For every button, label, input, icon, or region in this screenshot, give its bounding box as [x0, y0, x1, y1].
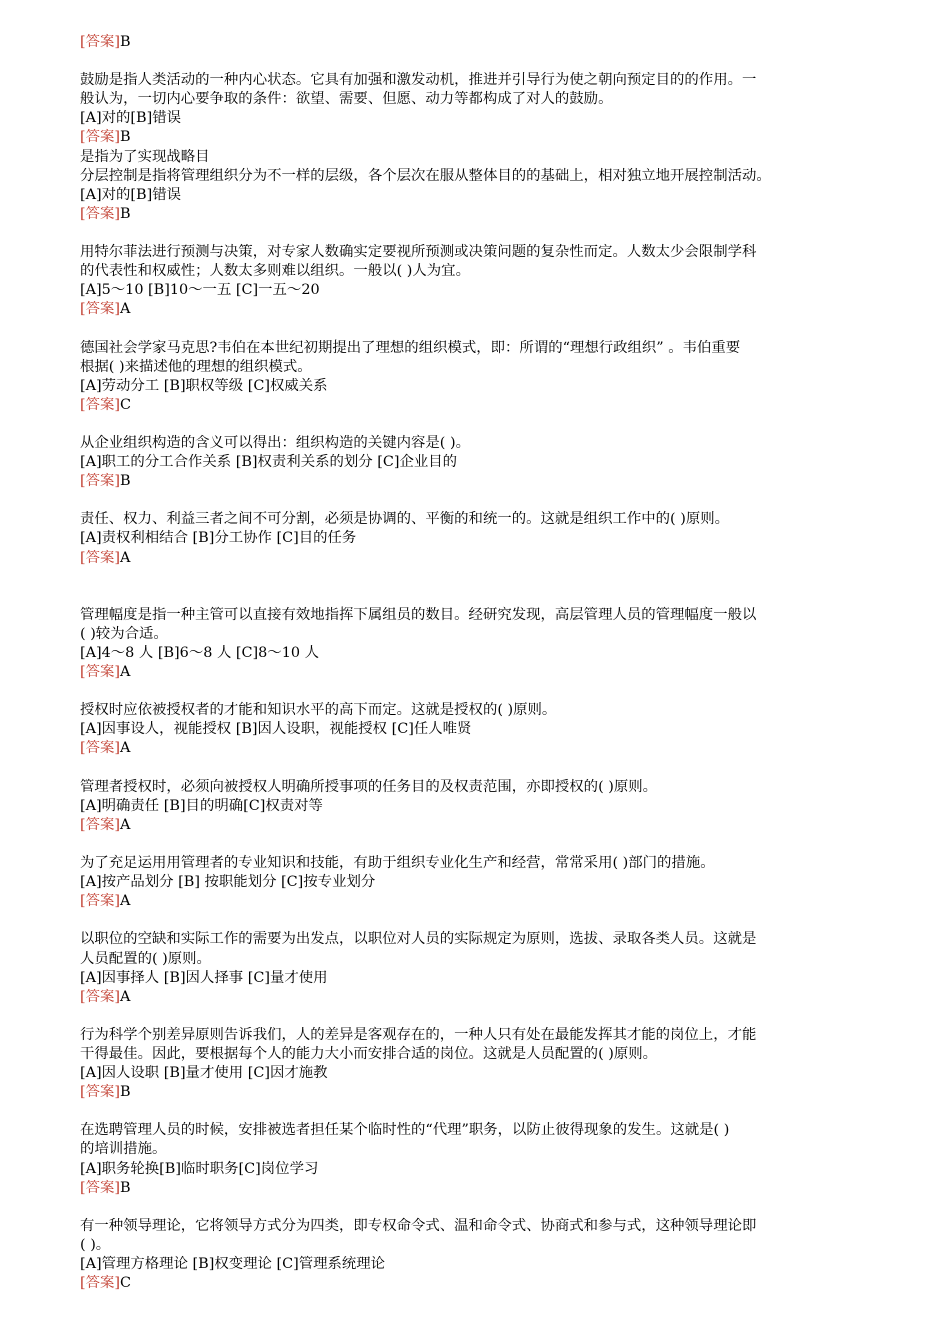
spacer — [80, 568, 880, 606]
question-text-line: 的代表性和权威性；人数太多则难以组织。一般以( )人为宜。 — [80, 263, 470, 280]
answer-value: A — [120, 549, 131, 566]
document-page — [80, 33, 880, 1293]
question-text-line: 人员配置的( )原则。 — [80, 950, 211, 967]
spacer — [80, 52, 880, 71]
answer-value: C — [120, 1275, 132, 1292]
answer-line — [80, 549, 880, 568]
question-block — [80, 930, 880, 1006]
question-block — [80, 148, 880, 224]
answer-label: [答案] — [80, 740, 121, 757]
question-block — [80, 71, 880, 147]
answer-label: [答案] — [80, 301, 121, 318]
options-line: [A]按产品划分 [B] 按职能划分 [C]按专业划分 — [80, 874, 376, 891]
question-block — [80, 1217, 880, 1293]
answer-label: [答案] — [80, 1275, 121, 1292]
options-line: [A]对的[B]错误 — [80, 186, 181, 203]
spacer — [80, 415, 880, 434]
options-line: [A]4～8 人 [B]6～8 人 [C]8～10 人 — [80, 645, 319, 661]
answer-line — [80, 1083, 880, 1102]
answer-value: C — [120, 396, 132, 413]
options-line: [A]因人设职 [B]量才使用 [C]因才施教 — [80, 1065, 328, 1082]
answer-label: [答案] — [80, 129, 121, 146]
answer-value: A — [120, 816, 131, 833]
question-block — [80, 510, 880, 567]
question-text-line: 以职位的空缺和实际工作的需要为出发点，以职位对人员的实际规定为原则，选拔、录取各类人员。这就是 — [80, 931, 757, 948]
question-text-line: 般认为，一切内心要争取的条件：欲望、需要、但愿、动力等都构成了对人的鼓励。 — [80, 91, 613, 108]
question-text-line: 管理幅度是指一种主管可以直接有效地指挥下属组员的数目。经研究发现，高层管理人员的管理幅度一般以 — [80, 606, 757, 623]
spacer — [80, 835, 880, 854]
answer-line — [80, 396, 880, 415]
question-block — [80, 434, 880, 491]
answer-value: A — [120, 893, 131, 910]
answer-line — [80, 739, 880, 758]
question-text-line: 为了充足运用用管理者的专业知识和技能，有助于组织专业化生产和经营，常常采用( )部门的措施。 — [80, 855, 715, 872]
question-text-line: 有一种领导理论，它将领导方式分为四类，即专权命令式、温和命令式、协商式和参与式，这种领导理论即 — [80, 1217, 757, 1234]
answer-line — [80, 1274, 880, 1293]
answer-label: [答案] — [80, 473, 121, 490]
answer-value: B — [120, 34, 131, 50]
answer-value: A — [120, 740, 131, 757]
answer-label: [答案] — [80, 549, 121, 566]
answer-line — [80, 816, 880, 835]
answer-line — [80, 892, 880, 911]
question-text-line: 从企业组织构造的含义可以得出：组织构造的关键内容是( )。 — [80, 434, 470, 451]
spacer — [80, 759, 880, 778]
spacer — [80, 911, 880, 930]
question-text-line: 授权时应依被授权者的才能和知识水平的高下而定。这就是授权的( )原则。 — [80, 702, 557, 719]
answer-label: [答案] — [80, 893, 121, 910]
answer-label: [答案] — [80, 664, 121, 681]
options-line: [A]对的[B]错误 — [80, 110, 181, 127]
answer-line — [80, 988, 880, 1007]
question-text-line: 用特尔菲法进行预测与决策，对专家人数确实定要视所预测或决策问题的复杂性而定。人数太少会限制学科 — [80, 244, 757, 261]
question-text-line: 鼓励是指人类活动的一种内心状态。它具有加强和激发动机，推进并引导行为使之朝向预定目的的作用。一 — [80, 72, 757, 89]
question-text-line: 干得最佳。因此，要根据每个人的能力大小而安排合适的岗位。这就是人员配置的( )原则。 — [80, 1045, 658, 1062]
options-line: [A]因事设人，视能授权 [B]因人设职，视能授权 [C]任人唯贤 — [80, 721, 472, 738]
question-block — [80, 778, 880, 835]
spacer — [80, 682, 880, 701]
options-line: [A]责权利相结合 [B]分工协作 [C]目的任务 — [80, 530, 357, 547]
answer-label: [答案] — [80, 988, 121, 1005]
answer-value: B — [120, 1084, 131, 1101]
question-block — [80, 1026, 880, 1102]
answer-label: [答案] — [80, 816, 121, 833]
question-text-line: 根据( )来描述他的理想的组织模式。 — [80, 358, 312, 375]
answer-value: A — [120, 664, 131, 681]
question-text-line: 分层控制是指将管理组织分为不一样的层级，各个层次在服从整体目的的基础上，相对独立地开展控制活动。 — [80, 167, 771, 184]
question-block — [80, 606, 880, 682]
spacer — [80, 491, 880, 510]
options-line: [A]5～10 [B]10～一五 [C]一五～20 — [80, 282, 320, 299]
answer-label: [答案] — [80, 1084, 121, 1101]
question-text-line: 行为科学个别差异原则告诉我们，人的差异是客观存在的，一种人只有处在最能发挥其才能的岗位上，才能 — [80, 1026, 757, 1043]
options-line: [A]职务轮换[B]临时职务[C]岗位学习 — [80, 1160, 319, 1177]
answer-line — [80, 33, 880, 52]
options-line: [A]明确责任 [B]目的明确[C]权责对等 — [80, 797, 323, 814]
spacer — [80, 224, 880, 243]
answer-value: A — [120, 988, 131, 1005]
options-line: [A]因事择人 [B]因人择事 [C]量才使用 — [80, 969, 328, 986]
spacer — [80, 319, 880, 338]
answer-value: B — [120, 1179, 131, 1196]
answer-value: B — [120, 205, 131, 222]
question-block — [80, 854, 880, 911]
answer-value: A — [120, 301, 131, 318]
question-block — [80, 1121, 880, 1197]
spacer — [80, 1102, 880, 1121]
question-text-line: 管理者授权时，必须向被授权人明确所授事项的任务目的及权责范围，亦即授权的( )原则。 — [80, 778, 658, 795]
question-text-line: ( )。 — [80, 1236, 111, 1253]
question-text-line: 在选聘管理人员的时候，安排被选者担任某个临时性的“代理”职务，以防止彼得现象的发生。这就是( ) — [80, 1122, 730, 1139]
answer-value: B — [120, 129, 131, 146]
options-line: [A]劳动分工 [B]职权等级 [C]权威关系 — [80, 377, 328, 394]
options-line: [A]管理方格理论 [B]权变理论 [C]管理系统理论 — [80, 1256, 386, 1272]
question-block — [80, 339, 880, 415]
answer-line — [80, 128, 880, 147]
answer-label: [答案] — [80, 34, 121, 50]
question-text-line: ( )较为合适。 — [80, 625, 168, 642]
answer-line — [80, 472, 880, 491]
question-text-line: 的培训措施。 — [80, 1141, 167, 1158]
answer-value: B — [120, 473, 131, 490]
question-text-line: 德国社会学家马克思?韦伯在本世纪初期提出了理想的组织模式，即：所谓的“理想行政组织” 。韦伯重要 — [80, 339, 741, 356]
question-text-line: 是指为了实现战略目 — [80, 148, 210, 165]
answer-label: [答案] — [80, 396, 121, 413]
options-line: [A]职工的分工合作关系 [B]权责利关系的划分 [C]企业目的 — [80, 454, 458, 471]
spacer — [80, 1198, 880, 1217]
spacer — [80, 1007, 880, 1026]
answer-line — [80, 1179, 880, 1198]
answer-label: [答案] — [80, 1179, 121, 1196]
answer-label: [答案] — [80, 205, 121, 222]
answer-line — [80, 300, 880, 319]
question-block — [80, 243, 880, 319]
question-block — [80, 701, 880, 758]
answer-line — [80, 205, 880, 224]
answer-line — [80, 663, 880, 682]
question-text-line: 责任、权力、利益三者之间不可分割，必须是协调的、平衡的和统一的。这就是组织工作中的( )原则。 — [80, 511, 729, 528]
